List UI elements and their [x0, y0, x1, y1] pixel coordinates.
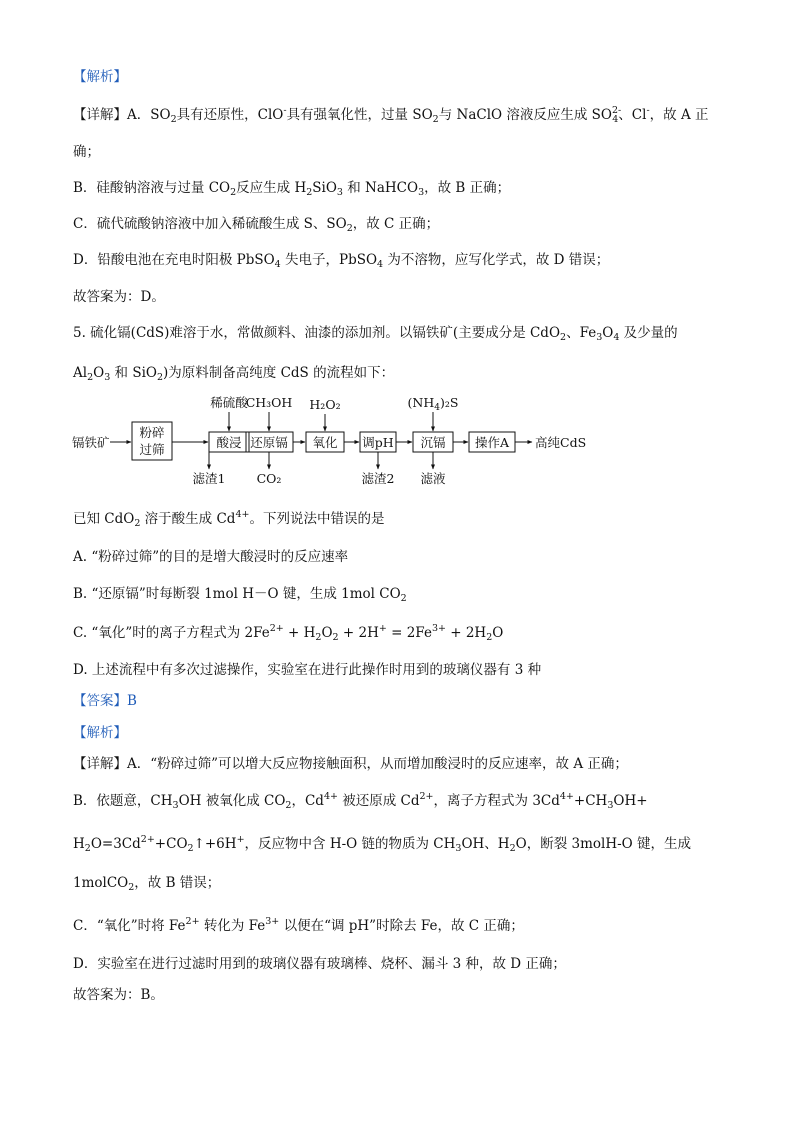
- explanation-line-b-end: 1molCO$_2$，故 B 错误；: [73, 875, 221, 893]
- flow-output-label: 滤液: [420, 471, 446, 486]
- flow-box-oxidize-label: 氧化: [312, 435, 338, 450]
- explanation-conclusion: 故答案为：B。: [73, 987, 164, 1003]
- flow-box-adjust-ph-label: 调pH: [362, 435, 394, 450]
- analysis-line-d: D．铅酸电池在充电时阳极 PbSO$_4$ 失电子，PbSO$_4$ 为不溶物，应写化学式，故 D 错误；: [73, 252, 610, 270]
- option-d: D. 上述流程中有多次过滤操作，实验室在进行此操作时用到的玻璃仪器有 3 种: [73, 662, 542, 678]
- explanation-line-a: 【详解】A．“粉碎过筛”可以增大反应物接触面积，从而增加酸浸时的反应速率，故 A 正确；: [73, 756, 628, 772]
- flow-input-label: $(NH_4)_2S$: [407, 395, 459, 413]
- analysis-line-b: B．硅酸钠溶液与过量 $CO_2$反应生成 $H_2SiO_3$ 和 NaHCO$_3$，故 B 正确；: [73, 180, 511, 198]
- flow-box-crush-label: 粉碎: [139, 425, 165, 440]
- flow-output-label: CO₂: [256, 471, 282, 486]
- flow-box-crush-label: 过筛: [139, 442, 165, 457]
- explanation-line-d: D．实验室在进行过滤时用到的玻璃仪器有玻璃棒、烧杯、漏斗 3 种，故 D 正确；: [73, 956, 566, 972]
- flow-output-label: 滤渣1: [192, 471, 226, 486]
- flow-input-label: 稀硫酸: [210, 395, 248, 410]
- answer-label: 【答案】B: [73, 693, 137, 709]
- question-5-stem: 5. 硫化镉(CdS)难溶于水，常做颜料、油漆的添加剂。以镉铁矿(主要成分是 CdO$_2$、$Fe_3O_4$ 及少量的: [73, 325, 678, 343]
- option-a: A. “粉碎过筛”的目的是增大酸浸时的反应速率: [73, 549, 349, 565]
- flow-box-acid-leach-label: 酸浸: [216, 435, 242, 450]
- process-flow-diagram: [70, 392, 630, 496]
- analysis-line-a-cont: 确；: [73, 144, 100, 160]
- explanation-line-b: B．依题意，$CH_3OH$ 被氧化成 $CO_2$，$Cd^{4+}$ 被还原成 $Cd^{2+}$，离子方程式为 $3Cd^{4+}+CH_3OH+$: [73, 791, 648, 811]
- option-c: C. “氧化”时的离子方程式为 $2Fe^{2+} + H_2O_2 + 2H^+ = 2Fe^{3+} + 2H_2O$: [73, 623, 504, 643]
- analysis-line-c: C．硫代硫酸钠溶液中加入稀硫酸生成 S、$SO_2$，故 C 正确；: [73, 216, 440, 234]
- flow-box-reduce-label: 还原镉: [250, 435, 288, 450]
- flow-box-operation-a-label: 操作A: [474, 435, 510, 450]
- option-b: B. “还原镉”时每断裂 1mol H－O 键，生成 1mol $CO_2$: [73, 586, 407, 604]
- flow-start-label: 镉铁矿: [72, 435, 110, 450]
- section-label-analysis: 【解析】: [73, 69, 127, 85]
- explanation-line-b-cont: $H_2O=3Cd^{2+}+CO_2↑+6H^+$，反应物中含 H-O 链的物质为 $CH_3OH$、$H_2O$，断裂 3molH-O 键，生成: [73, 834, 692, 854]
- section-label-analysis-2: 【解析】: [73, 725, 127, 741]
- flow-input-label: CH₃OH: [245, 395, 293, 410]
- question-5-stem-cont: $Al_2O_3$ 和 SiO$_2$)为原料制备高纯度 CdS 的流程如下：: [73, 365, 395, 383]
- analysis-conclusion: 故答案为：D。: [73, 289, 165, 305]
- analysis-line-a: 【详解】A．$SO_2$具有还原性，ClO-具有强氧化性，过量 $SO_2$与 NaClO 溶液反应生成 $SO^{2-}_4$、Cl-，故 A 正: [73, 105, 709, 125]
- explanation-line-c: C．“氧化”时将 $Fe^{2+}$ 转化为 $Fe^{3+}$ 以便在“调 pH”时除去 Fe，故 C 正确；: [73, 916, 524, 934]
- flow-end-label: 高纯CdS: [535, 435, 587, 450]
- flow-box-precipitate-label: 沉镉: [420, 435, 446, 450]
- question-5-condition: 已知 CdO$_2$ 溶于酸生成 $Cd^{4+}$。下列说法中错误的是: [73, 509, 385, 529]
- flow-output-label: 滤渣2: [361, 471, 395, 486]
- flow-input-label: H₂O₂: [309, 397, 341, 412]
